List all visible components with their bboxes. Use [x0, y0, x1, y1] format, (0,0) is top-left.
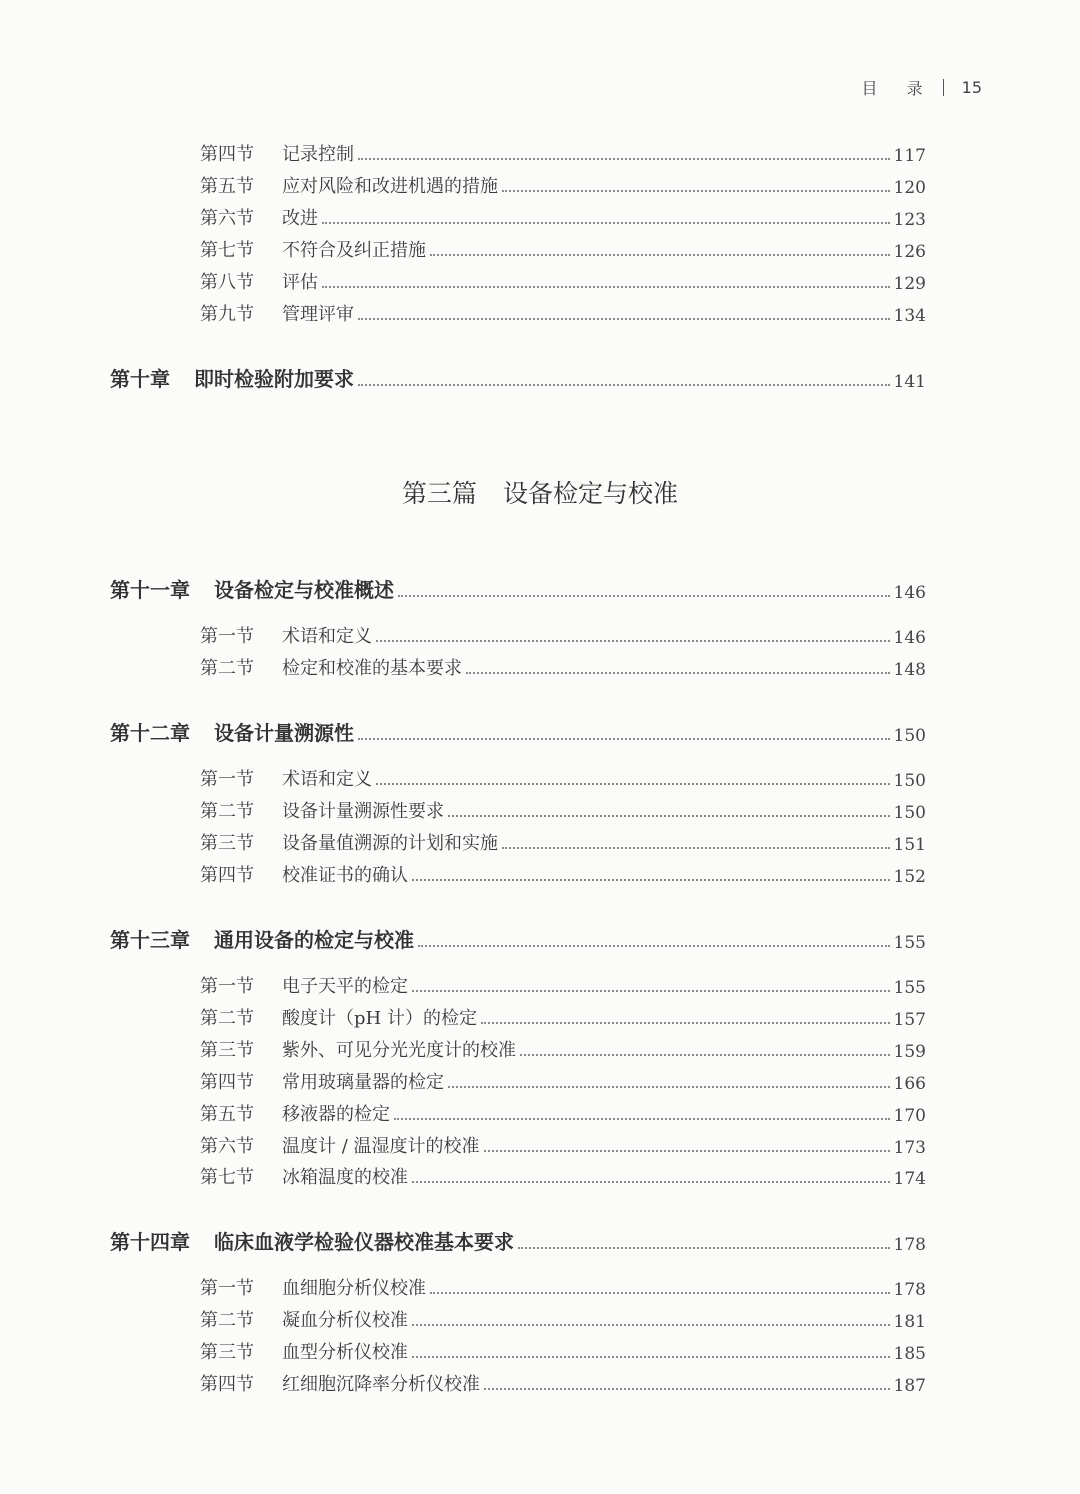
- page-number: 150: [893, 771, 926, 791]
- section-label: 第四节: [200, 865, 254, 886]
- page-number: 181: [893, 1312, 926, 1332]
- toc-section-entry[interactable]: [200, 174, 926, 198]
- toc-section-entry[interactable]: [200, 799, 926, 823]
- chapter-title: 设备检定与校准概述: [214, 578, 394, 602]
- dot-leader: [358, 384, 890, 386]
- section-label: 第八节: [200, 272, 254, 293]
- section-title: 检定和校准的基本要求: [282, 658, 462, 679]
- dot-leader: [412, 1324, 890, 1326]
- dot-leader: [376, 640, 890, 642]
- dot-leader: [358, 158, 890, 160]
- section-title: 紫外、可见分光光度计的校准: [282, 1040, 516, 1061]
- dot-leader: [448, 815, 890, 817]
- section-title: 酸度计（pH 计）的检定: [282, 1008, 477, 1029]
- section-label: 第三节: [200, 1342, 254, 1363]
- section-title: 术语和定义: [282, 626, 372, 647]
- toc-section-entry[interactable]: [200, 1038, 926, 1062]
- page-number: 152: [893, 867, 926, 887]
- toc-section-entry[interactable]: [200, 831, 926, 855]
- dot-leader: [448, 1086, 890, 1088]
- section-title: 凝血分析仪校准: [282, 1310, 408, 1331]
- section-title: 设备计量溯源性要求: [282, 801, 444, 822]
- page-number: 146: [893, 583, 926, 603]
- page-number: 120: [893, 178, 926, 198]
- page-number: 166: [893, 1074, 926, 1094]
- dot-leader: [502, 190, 890, 192]
- page-number: 146: [893, 628, 926, 648]
- section-title: 血型分析仪校准: [282, 1342, 408, 1363]
- section-label: 第五节: [200, 1104, 254, 1125]
- dot-leader: [358, 318, 890, 320]
- page-number: 159: [893, 1042, 926, 1062]
- part-title: 设备检定与校准: [503, 479, 679, 508]
- section-label: 第三节: [200, 833, 254, 854]
- section-label: 第四节: [200, 1072, 254, 1093]
- toc-section-entry[interactable]: [200, 1102, 926, 1126]
- section-title: 不符合及纠正措施: [282, 240, 426, 261]
- page-number: 187: [893, 1376, 926, 1396]
- dot-leader: [322, 222, 890, 224]
- page-number: 126: [893, 242, 926, 262]
- dot-leader: [430, 1292, 890, 1294]
- toc-section-entry[interactable]: [200, 302, 926, 326]
- page-number: 155: [893, 933, 926, 953]
- page-number: 155: [893, 978, 926, 998]
- page-number: 141: [893, 372, 926, 392]
- toc-section-entry[interactable]: [200, 270, 926, 294]
- toc-section-entry[interactable]: [200, 1165, 926, 1189]
- section-title: 血细胞分析仪校准: [282, 1278, 426, 1299]
- page-number: 134: [893, 306, 926, 326]
- dot-leader: [484, 1388, 890, 1390]
- section-title: 评估: [282, 272, 318, 293]
- section-title: 电子天平的检定: [282, 976, 408, 997]
- chapter-title: 设备计量溯源性: [214, 721, 354, 745]
- chapter-title: 通用设备的检定与校准: [214, 928, 414, 952]
- dot-leader: [412, 1181, 890, 1183]
- section-title: 温度计 / 温湿度计的校准: [282, 1136, 480, 1157]
- page-number: 173: [893, 1138, 926, 1158]
- section-label: 第二节: [200, 1310, 254, 1331]
- running-header: [862, 76, 982, 99]
- header-title: 目 录: [861, 79, 935, 98]
- part-heading: [0, 474, 1080, 510]
- page-number: 174: [893, 1169, 926, 1189]
- toc-section-entry[interactable]: [200, 1308, 926, 1332]
- toc-chapter-entry[interactable]: [110, 1229, 926, 1255]
- part-label: 第三篇: [401, 479, 477, 508]
- section-title: 校准证书的确认: [282, 865, 408, 886]
- page-number: 129: [893, 274, 926, 294]
- chapter-label: 第十四章: [110, 1230, 190, 1254]
- section-label: 第五节: [200, 176, 254, 197]
- dot-leader: [412, 879, 890, 881]
- dot-leader: [412, 990, 890, 992]
- section-title: 常用玻璃量器的检定: [282, 1072, 444, 1093]
- dot-leader: [502, 847, 890, 849]
- dot-leader: [481, 1022, 890, 1024]
- toc-section-entry[interactable]: [200, 1372, 926, 1396]
- dot-leader: [322, 286, 890, 288]
- toc-section-entry[interactable]: [200, 767, 926, 791]
- section-title: 移液器的检定: [282, 1104, 390, 1125]
- dot-leader: [394, 1118, 890, 1120]
- chapter-title: 即时检验附加要求: [194, 367, 354, 391]
- dot-leader: [398, 595, 890, 597]
- page-number: 157: [893, 1010, 926, 1030]
- section-label: 第二节: [200, 801, 254, 822]
- chapter-label: 第十二章: [110, 721, 190, 745]
- page-number: 117: [893, 146, 926, 166]
- section-label: 第六节: [200, 1136, 254, 1157]
- section-title: 术语和定义: [282, 769, 372, 790]
- section-label: 第一节: [200, 976, 254, 997]
- section-label: 第四节: [200, 144, 254, 165]
- toc-section-entry[interactable]: [200, 1340, 926, 1364]
- section-label: 第一节: [200, 769, 254, 790]
- dot-leader: [376, 783, 890, 785]
- page-number: 148: [893, 660, 926, 680]
- section-label: 第二节: [200, 658, 254, 679]
- toc-section-entry[interactable]: [200, 206, 926, 230]
- section-title: 记录控制: [282, 144, 354, 165]
- header-divider: [943, 79, 944, 96]
- toc-section-entry[interactable]: [200, 238, 926, 262]
- chapter-label: 第十三章: [110, 928, 190, 952]
- section-title: 管理评审: [282, 304, 354, 325]
- dot-leader: [466, 672, 890, 674]
- section-label: 第二节: [200, 1008, 254, 1029]
- section-label: 第六节: [200, 208, 254, 229]
- toc-chapter-entry[interactable]: [110, 927, 926, 953]
- toc-section-entry[interactable]: [200, 863, 926, 887]
- section-label: 第一节: [200, 1278, 254, 1299]
- chapter-label: 第十章: [110, 367, 170, 391]
- dot-leader: [520, 1054, 890, 1056]
- dot-leader: [418, 945, 890, 947]
- section-label: 第七节: [200, 240, 254, 261]
- toc-section-entry[interactable]: [200, 1070, 926, 1094]
- toc-section-entry[interactable]: [200, 656, 926, 680]
- toc-chapter-entry[interactable]: [110, 577, 926, 603]
- toc-chapter-entry[interactable]: [110, 720, 926, 746]
- page-number: 123: [893, 210, 926, 230]
- toc-section-entry[interactable]: [200, 142, 926, 166]
- page-number: 151: [893, 835, 926, 855]
- section-label: 第七节: [200, 1167, 254, 1188]
- chapter-label: 第十一章: [110, 578, 190, 602]
- page-number: 150: [893, 803, 926, 823]
- dot-leader: [412, 1356, 890, 1358]
- toc-section-entry[interactable]: [200, 1006, 926, 1030]
- page-number: 150: [893, 726, 926, 746]
- section-title: 冰箱温度的校准: [282, 1167, 408, 1188]
- dot-leader: [518, 1247, 890, 1249]
- page-number: 185: [893, 1344, 926, 1364]
- section-title: 设备量值溯源的计划和实施: [282, 833, 498, 854]
- dot-leader: [484, 1150, 890, 1152]
- section-title: 改进: [282, 208, 318, 229]
- section-label: 第九节: [200, 304, 254, 325]
- dot-leader: [430, 254, 890, 256]
- section-title: 应对风险和改进机遇的措施: [282, 176, 498, 197]
- page-number: 178: [893, 1280, 926, 1300]
- chapter-title: 临床血液学检验仪器校准基本要求: [214, 1230, 514, 1254]
- header-page-number: 15: [961, 78, 982, 97]
- page-number: 178: [893, 1235, 926, 1255]
- section-label: 第一节: [200, 626, 254, 647]
- toc-section-entry[interactable]: [200, 1134, 926, 1158]
- toc-chapter-entry[interactable]: [110, 366, 926, 392]
- toc-section-entry[interactable]: [200, 974, 926, 998]
- section-label: 第三节: [200, 1040, 254, 1061]
- toc-section-entry[interactable]: [200, 1276, 926, 1300]
- section-label: 第四节: [200, 1374, 254, 1395]
- page-number: 170: [893, 1106, 926, 1126]
- dot-leader: [358, 738, 890, 740]
- section-title: 红细胞沉降率分析仪校准: [282, 1374, 480, 1395]
- toc-section-entry[interactable]: [200, 624, 926, 648]
